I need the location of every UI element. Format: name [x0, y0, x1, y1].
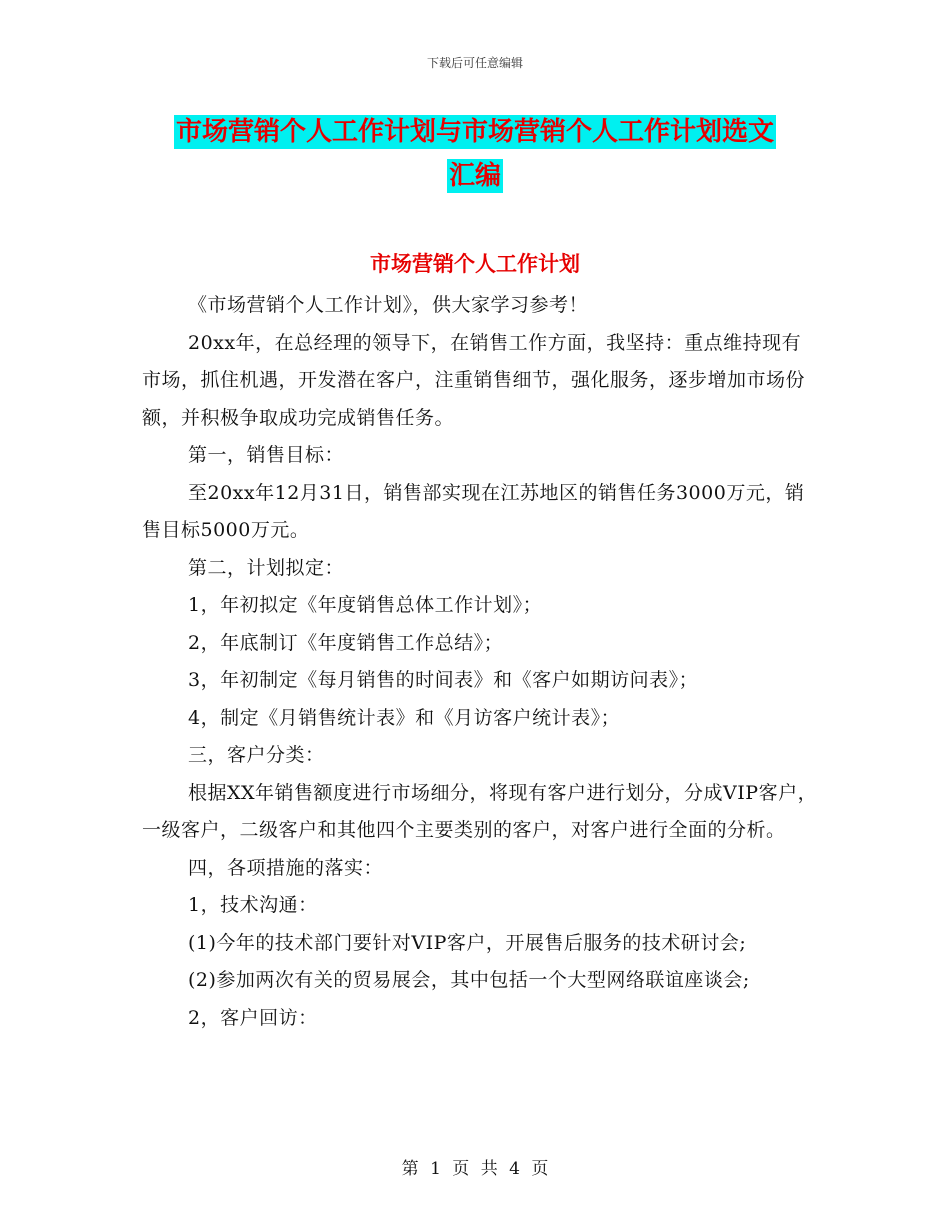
paragraph: 20xx年，在总经理的领导下，在销售工作方面，我坚持：重点维持现有市场，抓住机遇，开发潜在客户，注重销售细节，强化服务，逐步增加市场份额，并积极争取成功完成销售任务。: [142, 331, 806, 429]
list-item: 1，年初拟定《年度销售总体工作计划》；: [188, 594, 543, 616]
document-title-line-1: 市场营销个人工作计划与市场营销个人工作计划选文: [175, 117, 774, 147]
paragraph-intro: 《市场营销个人工作计划》，供大家学习参考！: [188, 294, 589, 316]
paragraph-heading: 三，客户分类：: [188, 744, 325, 766]
paragraph: 根据XX年销售额度进行市场细分，将现有客户进行划分，分成VIP客户，一级客户，二级客户和其他四个主要类别的客户，对客户进行全面的分析。: [142, 781, 818, 841]
list-item: 2，客户回访：: [188, 1006, 318, 1029]
section-title: 市场营销个人工作计划: [370, 252, 580, 276]
paragraph-heading: 四，各项措施的落实：: [188, 856, 384, 879]
page-header-note: 下载后可任意编辑: [426, 56, 523, 70]
list-item: (1)今年的技术部门要针对VIP客户，开展售后服务的技术研讨会;: [188, 931, 747, 954]
document-body: [142, 287, 818, 1037]
list-item: 4，制定《月销售统计表》和《月访客户统计表》；: [188, 706, 621, 729]
list-item: 1，技术沟通：: [188, 894, 318, 916]
document-title-line-2: 汇编: [448, 161, 501, 191]
paragraph-heading: 第二，计划拟定：: [188, 556, 345, 579]
page-number: 第 1 页 共 4 页: [401, 1159, 549, 1179]
list-item: 3，年初制定《每月销售的时间表》和《客户如期访问表》；: [188, 669, 699, 691]
document-title: [140, 110, 810, 198]
list-item: (2)参加两次有关的贸易展会，其中包括一个大型网络联谊座谈会;: [188, 969, 750, 991]
list-item: 2，年底制订《年度销售工作总结》；: [188, 631, 504, 654]
paragraph: 至20xx年12月31日，销售部实现在江苏地区的销售任务3000万元，销售目标5000万元。: [142, 481, 805, 541]
paragraph-heading: 第一，销售目标：: [188, 444, 345, 466]
